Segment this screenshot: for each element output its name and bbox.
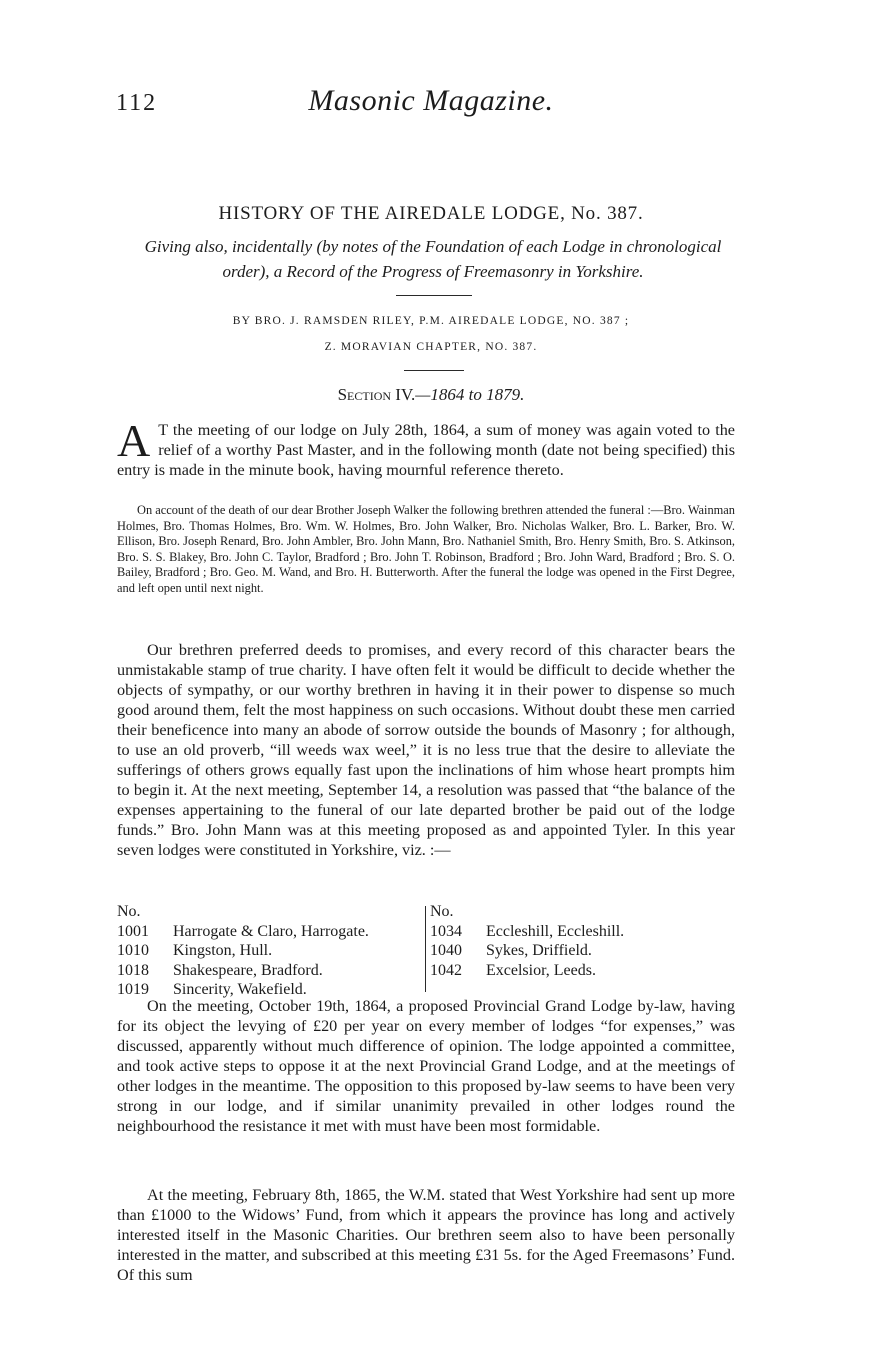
- paragraph: [117, 1185, 735, 1285]
- byline-line: Z. MORAVIAN CHAPTER, NO. 387.: [324, 341, 538, 353]
- minute-book-quote: [117, 503, 735, 597]
- divider-rule: [396, 295, 472, 296]
- lodge-name: Sykes, Driffield.: [486, 942, 592, 959]
- quote-text: On account of the death of our dear Brother Joseph Walker the following brethren attended the funeral :—Bro. Wainman Holmes, Bro. Thomas Holmes, Bro. Wm. W. Holmes, Bro. John Walker, Bro. Nicholas Walker, Bro. L. Barker, Bro. W. Ellison, Bro. Joseph Renard, Bro. John Ambler, Bro. John Mann, Bro. Nathaniel Smith, Bro. Henry Smith, Bro. S. Atkinson, Bro. S. S. Blakey, Bro. John C. Taylor, Bradford ; Bro. John T. Robinson, Bradford ; Bro. John Ward, Bradford ; Bro. S. O. Bailey, Bradford ; Bro. Geo. M. Wand, and Bro. H. Butterworth. After the funeral the lodge was opened in the First Degree, and left open until next night.: [117, 503, 735, 595]
- column-header-no: No.: [430, 903, 454, 920]
- byline-line: BY BRO. J. RAMSDEN RILEY, P.M. AIREDALE LODGE, NO. 387 ;: [232, 315, 630, 327]
- subtitle-line: Giving also, incidentally (by notes of the Foundation of each Lodge in chronological: [144, 237, 722, 256]
- lodge-name: Kingston, Hull.: [173, 942, 273, 959]
- lodge-column-right: [430, 902, 690, 980]
- running-title: Masonic Magazine.: [308, 84, 554, 117]
- column-header-no: No.: [117, 903, 141, 920]
- lodge-column-left: [117, 902, 417, 1000]
- section-label: Section IV.: [337, 385, 416, 404]
- lodge-number: 1042: [430, 961, 462, 979]
- lodge-number: 1019: [117, 981, 149, 998]
- paragraph-text: On the meeting, October 19th, 1864, a proposed Provincial Grand Lodge by-law, having for its object the levying of £20 per year on every member of lodges “for expenses,” was discussed, apparently without much difference of opinion. The lodge appointed a committee, and took active steps to oppose it at the next Provincial Grand Lodge, and at the meetings of other lodges in the meantime. The opposition to this proposed by-law seems to have been very strong in our lodge, and if similar unanimity prevailed in other lodges round the neighbourhood the resistance it met with must have been most formidable.: [117, 997, 735, 1135]
- divider-rule: [404, 370, 464, 371]
- table-row: [117, 922, 417, 942]
- lodge-name: Harrogate & Claro, Harrogate.: [173, 922, 369, 940]
- drop-cap: A: [117, 415, 151, 466]
- lodge-number: 1010: [117, 942, 149, 959]
- paragraph-text: T the meeting of our lodge on July 28th, 1864, a sum of money was again voted to the relief of a worthy Past Master, and in the following month (date not being specified) this entry is made in the minute book, having mournful reference thereto.: [117, 421, 735, 479]
- section-heading: [116, 385, 746, 405]
- table-row: [430, 922, 690, 942]
- column-header: [430, 902, 690, 922]
- lodge-name: Excelsior, Leeds.: [486, 961, 596, 979]
- table-row: [430, 941, 690, 961]
- article-subtitle: [118, 234, 748, 284]
- table-row: [117, 941, 417, 961]
- lodge-number: 1018: [117, 961, 149, 979]
- paragraph: [117, 996, 735, 1136]
- page-header: [116, 84, 746, 124]
- column-divider: [425, 906, 426, 992]
- paragraph: [117, 640, 735, 860]
- article-title: HISTORY OF THE AIREDALE LODGE, No. 387.: [218, 203, 644, 224]
- lodge-name: Eccleshill, Eccleshill.: [486, 922, 625, 940]
- section-range: —1864 to 1879.: [415, 385, 525, 404]
- lodge-number: 1034: [430, 922, 462, 940]
- page-number: 112: [116, 90, 158, 116]
- column-header: [117, 902, 417, 922]
- lodge-number: 1001: [117, 922, 149, 940]
- lodge-number: 1040: [430, 942, 462, 959]
- paragraph: [117, 415, 735, 480]
- table-row: [117, 961, 417, 981]
- lodge-name: Sincerity, Wakefield.: [173, 981, 307, 998]
- subtitle-line: order), a Record of the Progress of Freemasonry in Yorkshire.: [222, 262, 644, 281]
- paragraph-text: At the meeting, February 8th, 1865, the W.M. stated that West Yorkshire had sent up more than £1000 to the Widows’ Fund, from which it appears the province has long and actively interested itself in the Masonic Charities. Our brethren seem also to have been personally interested in the matter, and subscribed at this meeting £31 5s. for the Aged Freemasons’ Fund. Of this sum: [117, 1186, 735, 1284]
- paragraph-text: Our brethren preferred deeds to promises, and every record of this character bears the unmistakable stamp of true charity. I have often felt it would be difficult to decide whether the objects of sympathy, or our worthy brethren in having it in their power to dispense so much good around them, felt the most happiness on such occasions. Without doubt these men carried their beneficence into many an abode of sorrow outside the bounds of Masonry ; for although, to use an old proverb, “ill weeds wax weel,” it is no less true that the desire to alleviate the sufferings of others grows equally fast upon the inclinations of him whose heart prompts him to begin it. At the next meeting, September 14, a resolution was passed that “the balance of the expenses appertaining to the funeral of our late departed brother be paid out of the lodge funds.” Bro. John Mann was at this meeting proposed as and appointed Tyler. In this year seven lodges were constituted in Yorkshire, viz. :—: [117, 641, 735, 859]
- table-row: [430, 961, 690, 981]
- lodge-name: Shakespeare, Bradford.: [173, 961, 323, 979]
